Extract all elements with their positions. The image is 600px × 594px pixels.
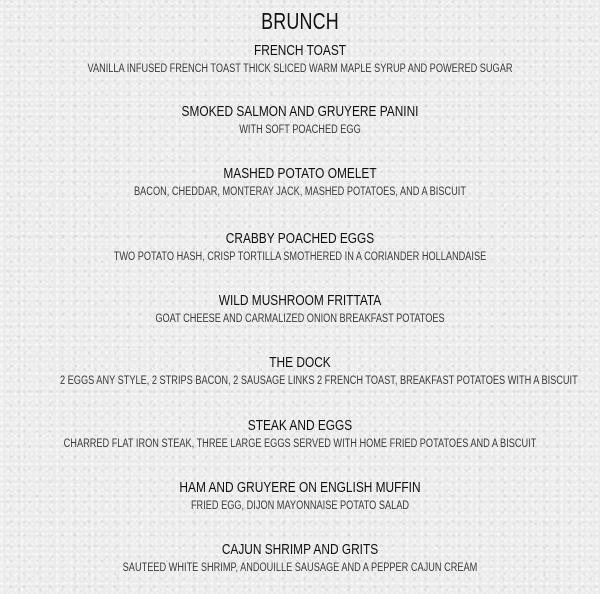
- menu-item-description: CHARRED FLAT IRON STEAK, THREE LARGE EGGS SERVED WITH HOME FRIED POTATOES AND A BISCUIT: [63, 438, 537, 450]
- menu-item-description: FRIED EGG, DIJON MAYONNAISE POTATO SALAD: [190, 500, 410, 512]
- menu-item-description: GOAT CHEESE AND CARMALIZED ONION BREAKFAST POTATOES: [155, 313, 445, 325]
- menu-item: [0, 479, 600, 514]
- menu-item-name: WILD MUSHROOM FRITTATA: [218, 293, 382, 309]
- menu-item-description: BACON, CHEDDAR, MONTERAY JACK, MASHED POTATOES, AND A BISCUIT: [134, 186, 466, 198]
- menu-item-description: 2 EGGS ANY STYLE, 2 STRIPS BACON, 2 SAUSAGE LINKS 2 FRENCH TOAST, BREAKFAST POTATOES WITH A BISCUIT: [60, 375, 578, 387]
- menu-item: [0, 230, 600, 265]
- menu-item: [0, 541, 600, 576]
- menu-item: [0, 165, 600, 200]
- menu-item-name: MASHED POTATO OMELET: [223, 166, 377, 182]
- menu-item: [0, 354, 600, 389]
- menu-item-name: SMOKED SALMON AND GRUYERE PANINI: [181, 104, 419, 120]
- menu-title: BRUNCH: [261, 8, 339, 34]
- menu-item: [0, 417, 600, 452]
- menu-item-name: FRENCH TOAST: [253, 43, 347, 59]
- menu-item-name: CAJUN SHRIMP AND GRITS: [221, 542, 379, 558]
- menu-item: [0, 292, 600, 327]
- menu-item-name: THE DOCK: [269, 355, 331, 371]
- menu-item-name: HAM AND GRUYERE ON ENGLISH MUFFIN: [179, 480, 421, 496]
- menu-item-description: WITH SOFT POACHED EGG: [239, 124, 361, 136]
- menu-item-description: TWO POTATO HASH, CRISP TORTILLA SMOTHERED IN A CORIANDER HOLLANDAISE: [113, 251, 487, 263]
- menu-item-description: SAUTEED WHITE SHRIMP, ANDOUILLE SAUSAGE AND A PEPPER CAJUN CREAM: [122, 562, 478, 574]
- menu-item-description: VANILLA INFUSED FRENCH TOAST THICK SLICED WARM MAPLE SYRUP AND POWERED SUGAR: [87, 63, 513, 75]
- menu-item: [0, 42, 600, 77]
- menu-item: [0, 103, 600, 138]
- menu-item-name: STEAK AND EGGS: [247, 418, 353, 434]
- menu-item-name: CRABBY POACHED EGGS: [225, 231, 375, 247]
